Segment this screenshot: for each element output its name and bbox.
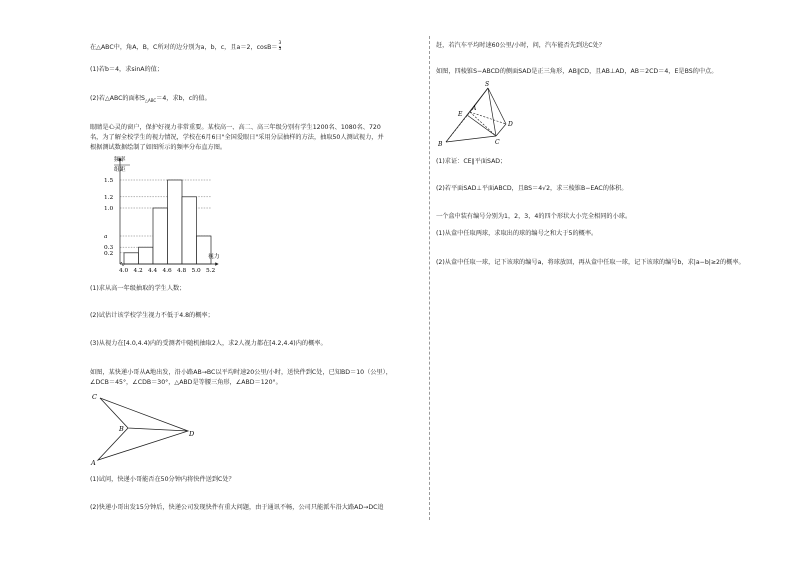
p1-q2-sub: △ABC: [144, 98, 157, 104]
p4-question-1: (1)求证：CE∥平面SAD；: [436, 158, 507, 165]
route-diagram: [88, 388, 198, 468]
x-tick-label: 4.8: [177, 268, 187, 274]
x-tick-label: 5.2: [206, 268, 216, 274]
p1-question-1: (1)若b＝4，求sinA的值；: [90, 66, 164, 73]
histogram-bar: [182, 197, 197, 264]
segment-AC: [470, 112, 496, 136]
histogram-bar: [124, 253, 139, 264]
p2-question-1: (1)求从高一年级抽取的学生人数；: [90, 285, 186, 292]
x-tick-label: 5.0: [191, 268, 201, 274]
edge-BC: [446, 136, 496, 142]
segment-EC: [467, 115, 496, 136]
p1-q2-post: ＝4，求b，c的值。: [156, 95, 211, 102]
label-B: B: [119, 425, 124, 433]
p1-intro: [90, 42, 281, 52]
x-tick-label: 4.6: [162, 268, 172, 274]
label-D: D: [189, 430, 195, 438]
p2-line-1: 眼睛是心灵的窗户，保护好视力非常重要。某校高一、高二、高三年级分别有学生1200名、1080名、720: [90, 124, 381, 131]
y-tick-label: 0.2: [104, 250, 114, 257]
p5-question-2: (2)从盒中任取一球，记下该球的编号a，将球放回，再从盒中任取一球，记下该球的编号b，求|a−b|≥2的概率。: [436, 259, 745, 266]
p3-question-1: (1)试问，快递小哥能否在50分钟内将快件送到C处？: [90, 476, 235, 483]
label-S: S: [485, 81, 490, 88]
label-B: B: [438, 141, 443, 148]
x-tick-label: 4.2: [133, 268, 143, 274]
p4-line-1: 如图，四棱锥S−ABCD的侧面SAD是正三角形，AB∥CD，且AB⊥AD，AB＝2CD＝4，E是BS的中点。: [436, 68, 718, 75]
p5-question-1: (1)从盒中任取两球，求取出的球的编号之和大于5的概率。: [436, 230, 598, 237]
label-C: C: [495, 139, 500, 146]
y-tick-label: a: [104, 234, 108, 240]
histogram-layer: [104, 178, 216, 274]
x-label: 视力: [208, 254, 220, 260]
edge-CD: [496, 124, 506, 136]
p3-line-1: 如图，某快递小哥从A地出发，沿小路AB→BC以平均时速20公里/小时，送快件到C处，已知BD＝10（公里），: [90, 369, 392, 376]
y-tick-label: 0.3: [104, 245, 114, 252]
y-tick-label: 1.5: [104, 178, 114, 184]
p2-line-2: 名，为了解全校学生的视力情况，学校在6月6日"全国爱眼日"采用分层抽样的方法，抽取50人测试视力，并: [90, 134, 384, 141]
p3-line-2: ∠DCB＝45°，∠CDB＝30°，△ABD是等腰三角形，∠ABD＝120°。: [90, 379, 282, 386]
p1-intro-text: 在△ABC中，角A，B，C所对的边分别为a，b，c，且a＝2，cosB＝: [90, 44, 278, 51]
histogram-bar: [153, 208, 168, 264]
p2-question-2: (2)试估计该学校学生视力不低于4.8的概率；: [90, 312, 214, 319]
p2-line-3: 根据测试数据绘制了如图所示的频率分布直方图。: [90, 144, 227, 151]
column-divider: [429, 36, 430, 520]
label-D: D: [508, 121, 513, 128]
p3-question-2: (2)快递小哥出发15分钟后，快递公司发现快件有重大问题，由于通讯不畅，公司只能派车沿大路AD→DC追: [90, 504, 384, 511]
histogram-figure: [104, 152, 229, 274]
p2-question-3: (3)从视力在[4.0,4.4)内的受测者中随机抽取2人，求2人视力都在[4.2,4.4)内的概率。: [90, 340, 327, 347]
histogram-bar: [168, 180, 183, 264]
p4-question-2: (2)若平面SAD⊥平面ABCD，且BS＝4√2，求三棱锥B−EAC的体积。: [436, 185, 628, 192]
cos-denominator: 5: [278, 46, 282, 52]
y-tick-label: 1.0: [104, 206, 114, 212]
label-C: C: [92, 393, 97, 401]
label-A: A: [472, 105, 477, 112]
label-E: E: [458, 111, 463, 118]
p1-question-2: [90, 95, 211, 105]
label-A: A: [91, 459, 96, 467]
y-label-bottom: 组距: [114, 167, 126, 173]
cos-fraction: [279, 42, 282, 52]
cos-numerator: 3: [278, 41, 282, 46]
p1-q2-pre: (2)若△ABC的面积S: [90, 95, 145, 102]
histogram-bar: [139, 247, 154, 264]
y-label-top: 频率: [114, 157, 126, 163]
x-tick-label: 4.4: [148, 268, 158, 274]
edge-SC: [488, 88, 496, 136]
p5-line-1: 一个盒中装有编号分别为1，2，3，4的四个形状大小完全相同的小球。: [436, 213, 632, 220]
p3-continuation: 赶，若汽车平均时速60公里/小时，问，汽车能否先到达C处？: [436, 42, 605, 49]
x-tick-label: 4.0: [119, 268, 129, 274]
y-tick-label: 1.2: [104, 194, 114, 201]
pyramid-diagram: [438, 78, 528, 150]
